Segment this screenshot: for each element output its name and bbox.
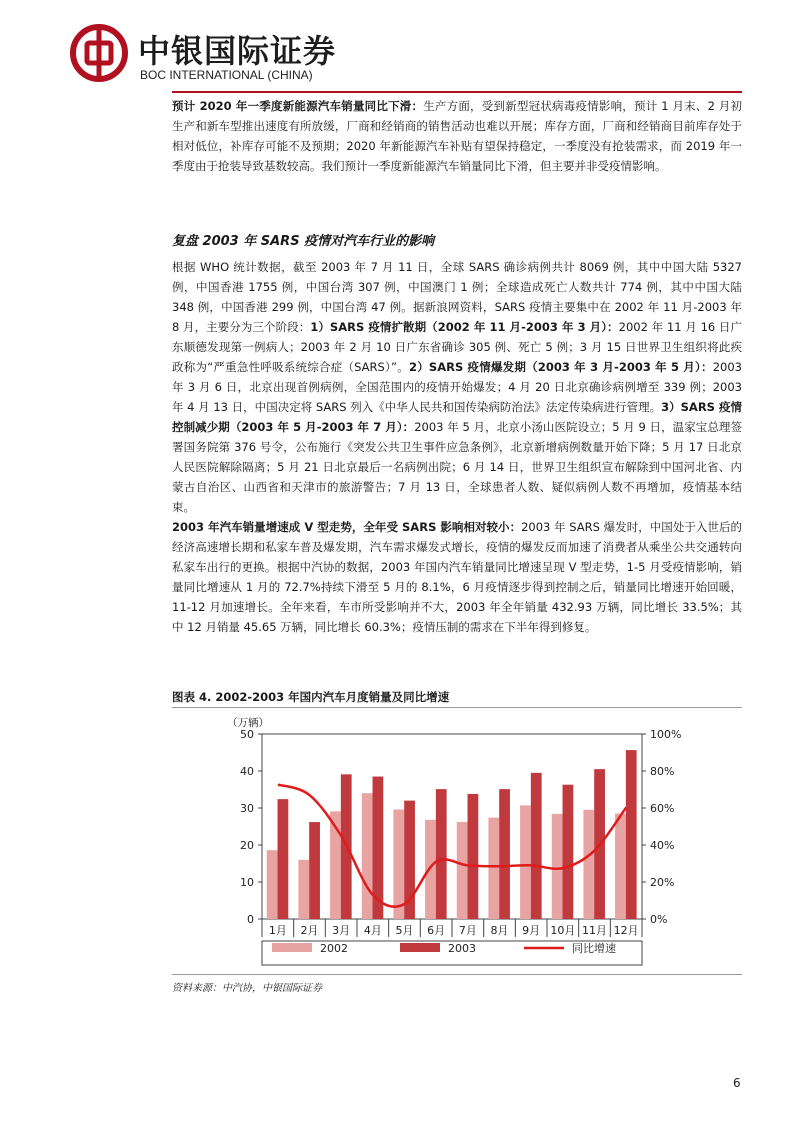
x-tick-label: 3月 [332, 924, 351, 937]
y-right-tick-label: 20% [650, 876, 675, 889]
timeline-text-4: 2003 年 5 月，北京小汤山医院设立；5 月 9 日，温家宝总理签署国务院第 376 号令，公布施行《突发公共卫生事件应急条例》，北京新增病例数量开始下降；5 月 17 日北京人民医院解除隔离；5 月 21 日北京最后一名病例出院；6 月 14 日，世界卫生组织宣布解除到中国河北省、内蒙古自治区、山西省和天津市的旅游警告；7 月 13 日，全球患者人数、疑似病例人数不再增加，疫情基本结束。 [172, 420, 742, 514]
legend-swatch-2002 [272, 943, 312, 952]
page-number: 6 [733, 1076, 741, 1090]
bar-2003 [499, 789, 510, 919]
y-left-tick-label: 0 [247, 913, 254, 926]
header [70, 20, 770, 92]
phase-2-label: 2）SARS 疫情爆发期（2003 年 3 月-2003 年 5 月）： [408, 360, 713, 374]
bar-2002 [298, 860, 309, 919]
x-tick-label: 2月 [300, 924, 319, 937]
boc-logo-icon [70, 24, 128, 82]
bar-2003 [468, 794, 479, 919]
x-tick-label: 8月 [490, 924, 509, 937]
y-right-tick-label: 40% [650, 839, 675, 852]
bar-2002 [583, 810, 594, 919]
paragraph-lead: 2003 年汽车销量增速成 V 型走势，全年受 SARS 影响相对较小： [172, 520, 522, 534]
y-left-tick-label: 10 [240, 876, 254, 889]
bar-2002 [362, 793, 373, 919]
x-tick-label: 7月 [458, 924, 477, 937]
sales-chart [172, 708, 742, 973]
y-right-tick-label: 80% [650, 765, 675, 778]
bar-2002 [520, 805, 531, 919]
x-tick-label: 11月 [582, 924, 607, 937]
bar-2002 [552, 814, 563, 919]
bar-2002 [267, 850, 278, 919]
bar-2003 [626, 750, 637, 919]
x-tick-label: 10月 [550, 924, 576, 937]
paragraph-lead: 预计 2020 年一季度新能源汽车销量同比下滑： [172, 99, 424, 113]
y-left-tick-label: 50 [240, 728, 254, 741]
paragraph-sars-timeline [172, 257, 742, 517]
header-rule [172, 91, 742, 93]
x-tick-label: 9月 [522, 924, 541, 937]
x-tick-label: 6月 [427, 924, 446, 937]
bar-2002 [615, 814, 626, 919]
legend-label-2003: 2003 [448, 942, 476, 955]
paragraph-nev-forecast [172, 96, 742, 176]
legend-label-yoy: 同比增速 [572, 942, 616, 955]
timeline-text-2: 2002 年 11 月 16 日广东顺德发现第一例病人；2003 年 2 月 10 日广东省确诊 305 例、死亡 5 例；3 月 15 日世界卫生组织将此疾政称为“严重急性呼吸系统综合症（SARS）”。 [172, 320, 743, 374]
bar-2003 [436, 789, 447, 919]
phase-3-label: 3）SARS 疫情控制减少期（2003 年 5 月-2003 年 7 月）： [172, 400, 742, 434]
y-left-tick-label: 30 [240, 802, 254, 815]
logo-text-cn: 中银国际证券 [138, 32, 337, 70]
paragraph-body: 生产方面，受到新型冠状病毒疫情影响，预计 1 月末、2 月初生产和新车型推出速度有所放缓，厂商和经销商的销售活动也难以开展；库存方面，厂商和经销商目前库存处于相对低位，补库存可能不及预期；2020 年新能源汽车补贴有望保持稳定，一季度没有抢装需求，而 2019 年一季度由于抢装导致基数较高。我们预计一季度新能源汽车销量同比下滑，但主要并非受疫情影响。 [172, 99, 742, 173]
y-unit-label: （万辆） [227, 717, 269, 729]
y-left-tick-label: 40 [240, 765, 254, 778]
y-right-tick-label: 0% [650, 913, 668, 926]
paragraph-2003-sales [172, 517, 742, 637]
figure-source: 资料来源：中汽协，中银国际证券 [172, 983, 322, 994]
bar-2003 [563, 785, 574, 919]
figure-rule-bottom [172, 974, 742, 975]
timeline-text-3: 2003 年 3 月 6 日，北京出现首例病例，全国范围内的疫情开始爆发；4 月 20 日北京确诊病例增至 339 例；2003 年 4 月 13 日，中国决定将 SARS 列入《中华人民共和国传染病防治法》法定传染病进行管理。 [172, 360, 742, 414]
bar-2002 [488, 818, 499, 919]
bar-2002 [457, 822, 468, 919]
bar-2002 [393, 809, 404, 919]
logo-text-en: BOC INTERNATIONAL (CHINA) [140, 68, 313, 82]
timeline-text-1: 根据 WHO 统计数据，截至 2003 年 7 月 11 日，全球 SARS 确诊病例共计 8069 例，其中中国大陆 5327 例，中国香港 1755 例，中国台湾 307 例，中国澳门 1 例；全球造成死亡人数共计 774 例，其中中国大陆 348 例，中国香港 299 例，中国台湾 47 例。据新浪网资料，SARS 疫情主要集中在 2002 年 11 月-2003 年 8 月，主要分为三个阶段： [172, 260, 742, 334]
x-tick-label: 1月 [268, 924, 287, 937]
section-title: 复盘 2003 年 SARS 疫情对汽车行业的影响 [172, 234, 435, 249]
y-right-tick-label: 60% [650, 802, 675, 815]
bar-2003 [278, 799, 289, 919]
x-tick-label: 4月 [363, 924, 382, 937]
y-left-tick-label: 20 [240, 839, 254, 852]
x-tick-label: 5月 [395, 924, 414, 937]
paragraph-body: 2003 年 SARS 爆发时，中国处于入世后的经济高速增长期和私家车普及爆发期，汽车需求爆发式增长，疫情的爆发反而加速了消费者从乘坐公共交通转向私家车出行的更换。根据中汽协的数据，2003 年国内汽车销量同比增速呈现 V 型走势，1-5 月受疫情影响，销量同比增速从 1 月的 72.7%持续下滑至 5 月的 8.1%，6 月疫情逐步得到控制之后，销量同比增速开始回暖，11-12 月加速增长。全年来看，车市所受影响并不大，2003 年全年销量 432.93 万辆，同比增长 33.5%；其中 12 月销量 45.65 万辆，同比增长 60.3%；疫情压制的需求在下半年得到修复。 [172, 520, 742, 634]
x-tick-label: 12月 [613, 924, 639, 937]
y-right-tick-label: 100% [650, 728, 682, 741]
legend-swatch-2003 [400, 943, 440, 952]
legend-label-2002: 2002 [320, 942, 348, 955]
bar-2003 [309, 822, 320, 919]
bar-2003 [531, 773, 542, 919]
figure-title: 图表 4. 2002-2003 年国内汽车月度销量及同比增速 [172, 690, 450, 704]
phase-1-label: 1）SARS 疫情扩散期（2002 年 11 月-2003 年 3 月）： [310, 320, 619, 334]
